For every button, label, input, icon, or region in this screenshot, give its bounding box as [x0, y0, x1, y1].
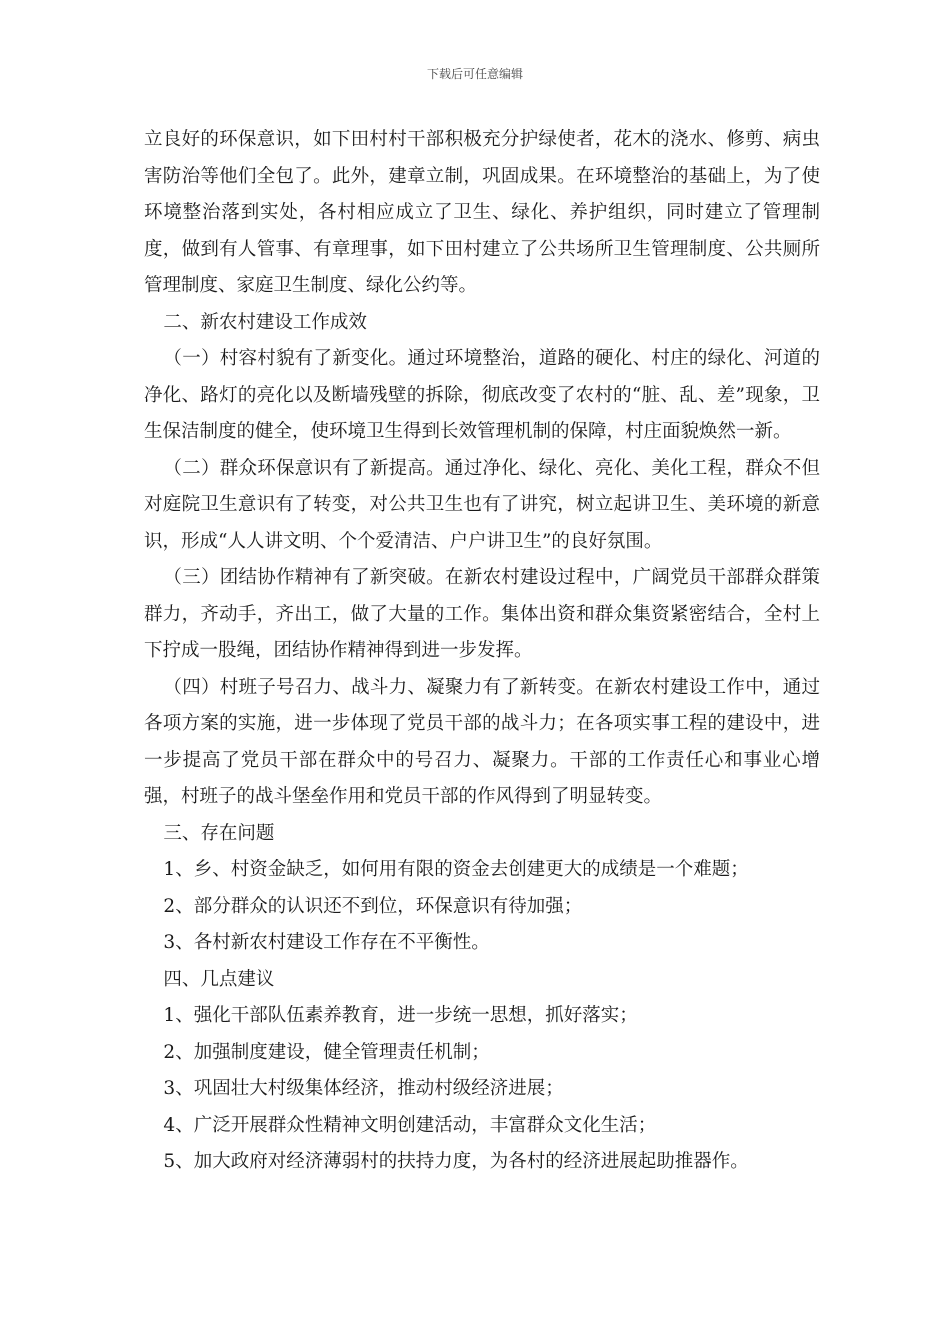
list-item-suggestion-4: 4、广泛开展群众性精神文明创建活动，丰富群众文化生活； — [163, 1114, 657, 1136]
section-heading-problems: 三、存在问题 — [163, 822, 275, 844]
paragraph-village-leadership: （四）村班子号召力、战斗力、凝聚力有了新转变。在新农村建设工作中，通过各项方案的实施，进一步体现了党员干部的战斗力；在各项实事工程的建设中，进一步提高了党员干部在群众中的号召力、凝聚力。干部的工作责任心和事业心增强，村班子的战斗堡垒作用和党员干部的作风得到了明显转变。 — [144, 676, 820, 807]
list-item-suggestion-3: 3、巩固壮大村级集体经济，推动村级经济进展； — [163, 1078, 564, 1099]
page-header: 下载后可任意编辑 — [426, 67, 523, 81]
list-item-problem-1: 1、乡、村资金缺乏，如何用有限的资金去创建更大的成绩是一个难题； — [163, 859, 749, 880]
paragraph-cooperation: （三）团结协作精神有了新突破。在新农村建设过程中，广阔党员干部群众群策群力，齐动手，齐出工，做了大量的工作。集体出资和群众集资紧密结合，全村上下拧成一股绳，团结协作精神得到进一步发挥。 — [144, 567, 820, 661]
document-body — [144, 122, 820, 1181]
list-item-suggestion-2: 2、加强制度建设，健全管理责任机制； — [163, 1041, 490, 1063]
section-heading-results: 二、新农村建设工作成效 — [163, 311, 367, 333]
list-item-suggestion-1: 1、强化干部队伍素养教育，进一步统一思想，抓好落实； — [163, 1005, 638, 1026]
paragraph-village-appearance: （一）村容村貌有了新变化。通过环境整治，道路的硬化、村庄的绿化、河道的净化、路灯的亮化以及断墙残壁的拆除，彻底改变了农村的“脏、乱、差”现象，卫生保洁制度的健全，使环境卫生得到长效管理机制的保障，村庄面貌焕然一新。 — [144, 348, 820, 442]
list-item-suggestion-5: 5、加大政府对经济薄弱村的扶持力度，为各村的经济进展起助推器作。 — [163, 1151, 749, 1172]
list-item-problem-2: 2、部分群众的认识还不到位，环保意识有待加强； — [163, 895, 583, 917]
paragraph-continuation: 立良好的环保意识，如下田村村干部积极充分护绿使者，花木的浇水、修剪、病虫害防治等他们全包了。此外，建章立制，巩固成果。在环境整治的基础上，为了使环境整治落到实处，各村相应成立了卫生、绿化、养护组织，同时建立了管理制度，做到有人管事、有章理事，如下田村建立了公共场所卫生管理制度、公共厕所管理制度、家庭卫生制度、绿化公约等。 — [144, 129, 820, 296]
paragraph-environmental-awareness: （二）群众环保意识有了新提高。通过净化、绿化、亮化、美化工程，群众不但对庭院卫生意识有了转变，对公共卫生也有了讲究，树立起讲卫生、美环境的新意识，形成“人人讲文明、个个爱清洁、户户讲卫生”的良好氛围。 — [144, 457, 820, 552]
list-item-problem-3: 3、各村新农村建设工作存在不平衡性。 — [163, 932, 490, 953]
section-heading-suggestions: 四、几点建议 — [163, 968, 275, 990]
